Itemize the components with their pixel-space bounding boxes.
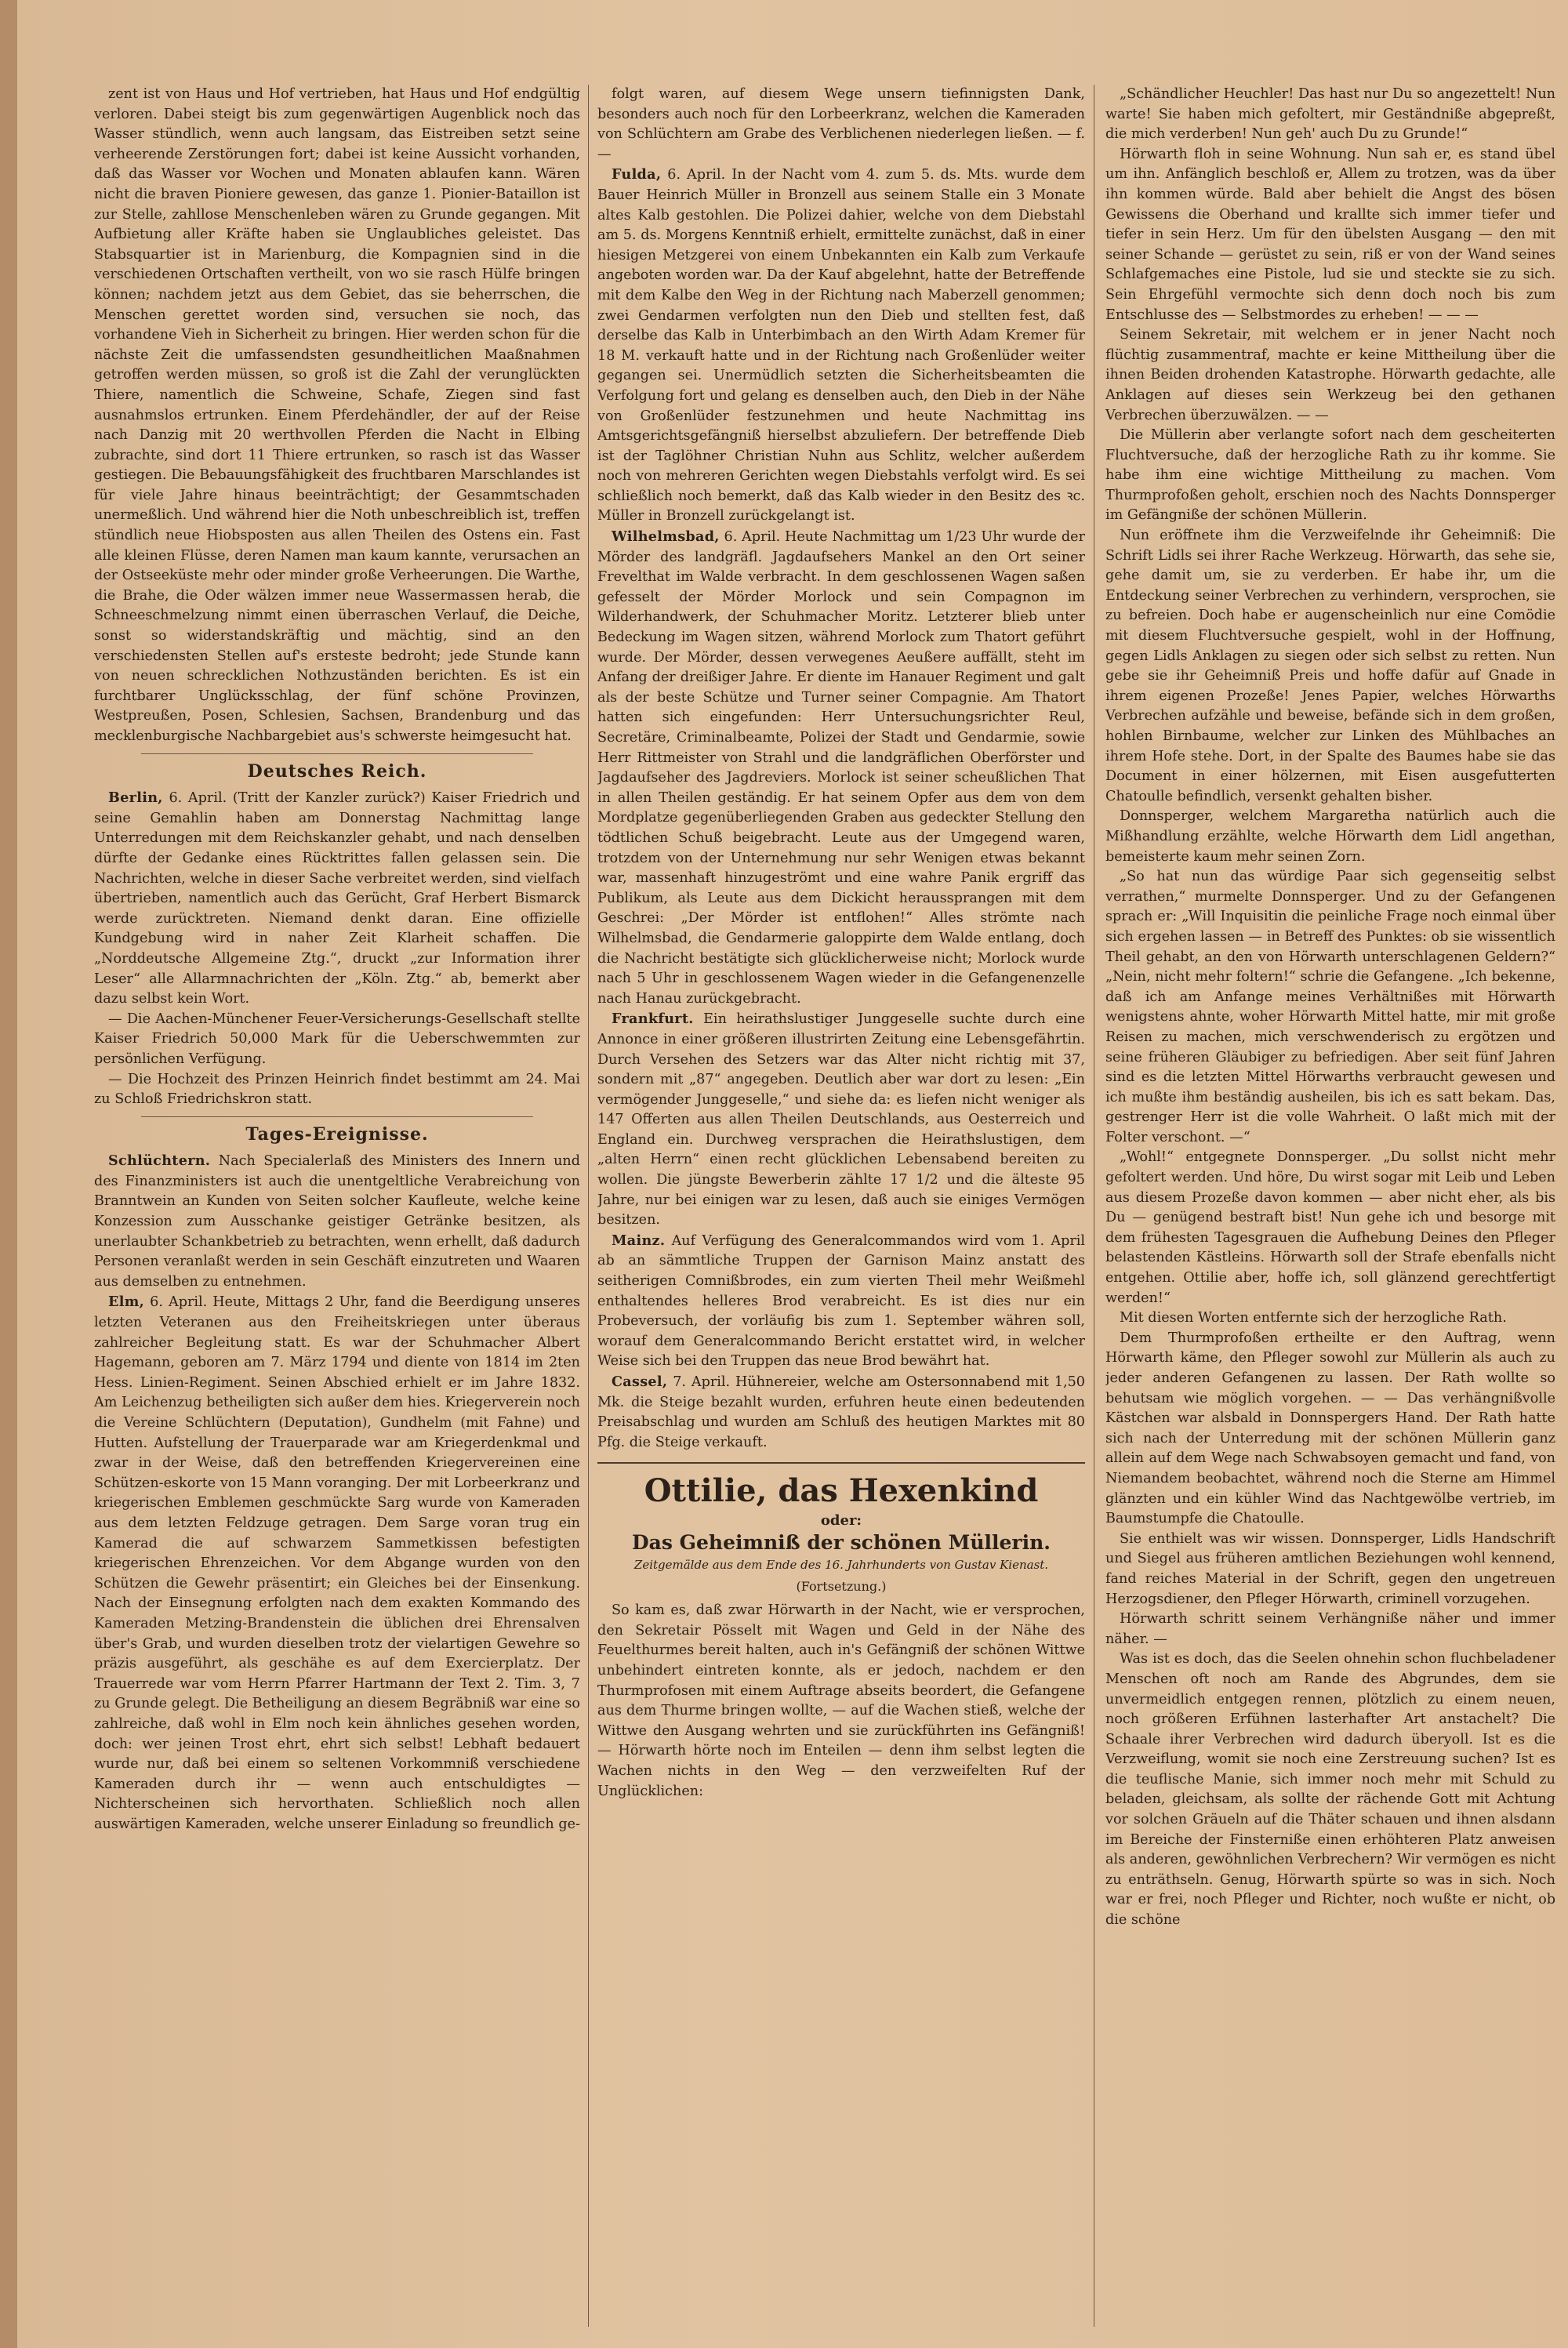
dateline: Elm, — [108, 1294, 145, 1311]
news-text: 6. April. Heute, Mittags 2 Uhr, fand die Beerdigung unseres letzten Veteranen aus den Freiheitskriegen unter überaus zahlreicher Begleitung statt. Es war der Schuhmacher Albert Hagemann, geboren am 7. März 1794 und diente von 1814 im 2ten Hess. Linien-Regiment. Seinen Abschied erhielt er im Jahre 1832. Am Leichenzug betheiligten sich außer dem hies. Kriegerverein noch die Vereine Schlüchtern (Deputation), Gundhelm (mit Fahne) und Hutten. Aufstellung der Trauerparade war am Kriegerdenkmal und zwar in der Weise, daß den betreffenden Kriegervereinen eine Schützen-eskorte von 15 Mann voranging. Der mit Lorbeerkranz und kriegerischen Emblemen geschmückte Sarg wurde von Kameraden aus dem letzten Feldzuge getragen. Dem Sarge voran trug ein Kamerad die auf schwarzem Sammetkissen befestigten kriegerischen Ehrenzeichen. Vor dem Abgange wurden von den Schützen die Gewehr präsentirt; ein Gleiches bei der Einsenkung. Nach der Einsegnung erfolgten nach dem exakten Kommando des Kameraden Metzing-Brandenstein die üblichen drei Ehrensalven über's Grab, und wurden dieselben trotz der vielartigen Gewehre so präzis ausgeführt, als geschähe es auf dem Exercierplatz. Der Trauerrede war vom Herrn Pfarrer Hartmann der Text 2. Tim. 3, 7 zu Grunde gelegt. Die Betheiligung an diesem Begräbniß war eine so zahlreiche, daß wohl in Elm noch kein ähnliches gesehen worden, doch: wer jeinen Trost ehrt, ehrt sich selbst! Lebhaft bedauert wurde nur, daß bei einem so seltenen Vorkommniß verschiedene Kameraden durch ihr — wenn auch entschuldigtes — Nichterscheinen sich hervorthaten. Schließlich noch allen auswärtigen Kameraden, welche unserer Einladung so freundlich ge- — [94, 1294, 580, 1832]
section-heading-reich: Deutsches Reich. — [247, 760, 427, 782]
paragraph: „Wohl!“ entgegnete Donnsperger. „Du sollst nicht mehr gefoltert werden. Und höre, Du wirst sogar mit Leib und Leben aus diesem Prozeße davon kommen — aber nicht eher, als bis Du — genügend bestraft bist! Nun gehe ich und besorge mit dem frühesten Tagesgrauen die Aufhebung Deines den Pfleger belastenden Kästleins. Hörwarth soll der Strafe ebenfalls nicht entgehen. Ottilie aber, hoffe ich, soll glänzend gerechtfertigt werden!“ — [1105, 1149, 1555, 1306]
dateline: Wilhelmsbad, — [612, 528, 720, 546]
dateline: Schlüchtern. — [108, 1152, 211, 1170]
news-text: 6. April. Heute Nachmittag um 1/23 Uhr wurde der Mörder des landgräfl. Jagdaufsehers Mankel an den Ort seiner Frevelthat im Walde verbracht. In dem geschlossenen Wagen saßen gefesselt der Mörder Morlock und sein Compagnon im Wilderhandwerk, der Schuhmacher Moritz. Letzterer blieb unter Bedeckung im Wagen sitzen, während Morlock zum Thatort geführt wurde. Der Mörder, dessen verwegenes Aeußere auffällt, steht im Anfang der dreißiger Jahre. Er diente im Hanauer Regiment und galt als der beste Schütze und Turner seiner Compagnie. Am Thatort hatten sich eingefunden: Herr Untersuchungsrichter Reul, Secretäre, Criminalbeamte, Polizei der Stadt und Gendarmie, sowie Herr Rittmeister von Strahl und die landgräflichen Oberförster und Jagdaufseher des Jagdreviers. Morlock ist seiner scheußlichen That in allen Theilen geständig. Er hat seinem Opfer aus dem von dem Mordplatze gegenüberliegenden Graben aus gedeckter Stellung den tödtlichen Schuß beigebracht. Leute aus der Umgegend waren, trotzdem von der Unternehmung nur sehr Wenigen etwas bekannt war, massenhaft hinzugeströmt und eine wahre Panik ergriff das Publikum, als Leute aus dem Dickicht heraussprangen mit dem Geschrei: „Der Mörder ist entflohen!“ Alles strömte nach Wilhelmsbad, die Gendarmerie galoppirte dem Walde entlang, doch die Nachricht bestätigte sich glücklicherweise nicht; Morlock wurde nach 5 Uhr in geschlossenem Wagen wieder in die Gefangenenzelle nach Hanau zurückgebracht. — [597, 529, 1085, 1007]
news-text: 7. April. Hühnereier, welche am Ostersonnabend mit 1,50 Mk. die Steige bezahlt wurden, erfuhren heute einen bedeutenden Preisabschlag und wurden am Schluß des heutigen Marktes mit 80 Pfg. die Steige verkauft. — [597, 1374, 1085, 1450]
reich-news — [94, 788, 580, 1110]
paragraph: Was ist es doch, das die Seelen ohnehin schon fluchbeladener Menschen oft noch am Rande des Abgrundes, dem sie unvermeidlich entgegen rennen, plötzlich zu einem neuen, noch größeren Erfühnen lasterhafter Art anstachelt? Die Schaale ihrer Verbrechen wird dadurch überyoll. Ist es die Verzweiflung, womit sie noch eine Zerstreuung suchen? Ist es die teuflische Manie, sich immer noch mehr mit Schuld zu beladen, gleichsam, als sollte der rächende Gott mit Achtung vor solchen Gräueln auf die Thäter schauen und ihnen alsdann im Bereiche der Finsterniße einen erhöhteren Platz anweisen als anderen, gewöhnlichen Verbrechern? Wir vermögen es nicht zu enträthseln. Genug, Hörwarth spürte so was in sich. Noch war er frei, noch Pfleger und Richter, noch wußte er nicht, ob die schöne — [1105, 1651, 1555, 1929]
paragraph: Hörwarth schritt seinem Verhängniße näher und immer näher. — — [1105, 1611, 1555, 1647]
news-item — [597, 1372, 1085, 1453]
section-divider — [141, 1116, 533, 1117]
tages-news — [94, 1151, 580, 1834]
news-item — [94, 788, 580, 1010]
news-text: 6. April. (Tritt der Kanzler zurück?) Kaiser Friedrich und seine Gemahlin haben am Donnerstag Nachmittag lange Unterredungen mit dem Reichskanzler gehabt, und nach denselben dürfte der Gedanke eines Rücktrittes fallen gelassen sein. Die Nachrichten, welche in dieser Sache verbreitet werden, sind vielfach übertrieben, namentlich auch das Gerücht, Graf Herbert Bismarck werde zurücktreten. Niemand denkt daran. Eine offizielle Kundgebung wird in naher Zeit Klarheit schaffen. Die „Norddeutsche Allgemeine Ztg.“, druckt „zur Information ihrer Leser“ alle Allarmnachrichten der „Köln. Ztg.“ ab, bemerkt aber dazu selbst kein Wort. — [94, 790, 580, 1007]
newspaper-page — [17, 0, 1568, 2348]
dateline: Frankfurt. — [612, 1011, 694, 1028]
news-item — [94, 1070, 580, 1110]
news-text: — Die Hochzeit des Prinzen Heinrich findet bestimmt am 24. Mai zu Schloß Friedrichskron statt. — [94, 1071, 580, 1108]
news-text: folgt waren, auf diesem Wege unsern tiefinnigsten Dank, besonders auch noch für den Lorbeerkranz, welchen die Kameraden von Schlüchtern am Grabe des Verblichenen niederlegen ließen. — f. — — [597, 86, 1085, 162]
novel-byline: Zeitgemälde aus dem Ende des 16. Jahrhunderts von Gustav Kienast. — [633, 1557, 1049, 1572]
news-item — [597, 1009, 1085, 1231]
news-item — [597, 1231, 1085, 1372]
column-2 — [597, 85, 1085, 2323]
regional-news — [597, 85, 1085, 1453]
paragraph: „Schändlicher Heuchler! Das hast nur Du so angezettelt! Nun warte! Sie haben mich gefoltert, mir Geständniße abgepreßt, die mich verderben! Nun geh' auch Du zu Grunde!“ — [1105, 86, 1555, 143]
news-text: Ein heirathslustiger Junggeselle suchte durch eine Annonce in einer größeren illustrirten Zeitung eine Lebensgefährtin. Durch Versehen des Setzers war das Alter nicht richtig mit 37, sondern mit „87“ angegeben. Deutlich aber war dort zu lesen: „Ein vermögender Junggeselle,“ und siehe da: es liefen nicht weniger als 147 Offerten aus allen Theilen Deutschlands, aus Oesterreich und England ein. Durchweg versprachen die Heirathslustigen, dem „alten Herrn“ einen recht glücklichen Lebensabend bereiten zu wollen. Die jüngste Bewerberin zählte 17 1/2 und die älteste 95 Jahre, nur bei einigen war zu lesen, daß auch sie einiges Vermögen besitzen. — [597, 1011, 1085, 1228]
column-3 — [1105, 85, 1555, 2323]
paragraph: Nun eröffnete ihm die Verzweifelnde ihr Geheimniß: Die Schrift Lidls sei ihrer Rache Werkzeug. Hörwarth, das sehe sie, gehe damit um, sie zu verderben. Er habe ihr, um die Entdeckung seiner Verbrechen zu verhindern, versprochen, sie zu befreien. Doch habe er augenscheinlich nur eine Comödie mit diesem Fluchtversuche gespielt, wohl in der Hoffnung, gegen Lidls Anklagen zu siegen oder sich selbst zu retten. Nun gebe sie ihr Geheimniß Preis und hoffe dafür auf Gnade in ihrem eigenen Prozeße! Jenes Papier, welches Hörwarths Verbrechen aufzähle und beweise, befände sich in dem großen, hohlen Birnbaume, welcher zur Linken des Mühlbaches an ihrem Hofe stehe. Dort, in der Spalte des Baumes habe sie das Document in einer hölzernen, mit Eisen ausgefutterten Chatoulle befindlich, versenkt gehalten bisher. — [1105, 528, 1555, 804]
news-item — [597, 85, 1085, 165]
paragraph: „So hat nun das würdige Paar sich gegenseitig selbst verrathen,“ murmelte Donnsperger. Und zu der Gefangenen sprach er: „Will Inquisitin die peinliche Frage noch einmal über sich ergehen lassen — in Betreff des Punktes: ob sie wissentlich Theil gehabt, an den von Hörwarth unterschlagenen Geldern?“ „Nein, nicht mehr foltern!“ schrie die Gefangene. „Ich bekenne, daß ich am Anfange meines Verhältnißes mit Hörwarth wenigstens ahnte, woher Hörwarth Mittel hatte, mir mit große Reisen zu machen, mich verschwenderisch zu ergötzen und seine früheren Gläubiger zu befriedigen. Aber seit fünf Jahren sind es die letzten Mittel Hörwarths verbraucht gewesen und ich mußte ihm beständig ausheilen, bis ich es satt bekam. Das, gestrenger Herr ist die volle Wahrheit. O laßt mich mit der Folter verschont. —“ — [1105, 869, 1555, 1145]
news-text: Nach Specialerlaß des Ministers des Innern und des Finanzministers ist auch die unentgeltliche Verabreichung von Branntwein an Kunden von Seiten solcher Kaufleute, welche keine Konzession zum Ausschanke geistiger Getränke besitzen, als unerlaubter Schankbetrieb zu betrachten, wenn erhellt, daß dadurch Personen veranlaßt werden in sein Geschäft einzutreten und Waaren aus demselben zu entnehmen. — [94, 1153, 580, 1290]
column-1 — [94, 85, 580, 2323]
paragraph: zent ist von Haus und Hof vertrieben, hat Haus und Hof endgültig verloren. Dabei steigt bis zum gegenwärtigen Augenblick noch das Wasser stündlich, wenn auch langsam, das Eistreiben setzt seine verheerende Zerstörungen fort; dabei ist keine Aussicht vorhanden, daß das Wasser vor Wochen und Monaten ablaufen kann. Wären nicht die braven Pioniere gewesen, das ganze 1. Pionier-Bataillon ist zur Stelle, zahllose Menschenleben wären zu Grunde gegangen. Mit Aufbietung aller Kräfte haben sie Unglaubliches geleistet. Das Stabsquartier ist in Marienburg, die Kompagnien sind in die verschiedenen Ortschaften vertheilt, von wo sie rasch Hülfe bringen können; nachdem jetzt aus dem Gebiet, das sie beherrschen, die Menschen gerettet worden sind, versuchen sie noch, das vorhandene Vieh in Sicherheit zu bringen. Hier werden schon für die nächste Zeit die umfassendsten gesundheitlichen Maaßnahmen getroffen werden müssen, so groß ist die Zahl der verunglückten Thiere, namentlich die Schweine, Schafe, Ziegen sind fast ausnahmslos ertrunken. Einem Pferdehändler, der auf der Reise nach Danzig mit 20 werthvollen Pferden die Nacht in Elbing zubrachte, sind dort 11 Thiere ertrunken, so rasch ist das Wasser gestiegen. Die Bebauungsfähigkeit des fruchtbaren Marschlandes ist für viele Jahre hinaus beeinträchtigt; der Gesammtschaden unermeßlich. Und während hier die Noth unbeschreiblich ist, treffen stündlich neue Hiobsposten aus allen Theilen des Ostens ein. Fast alle kleinen Flüsse, deren Namen man kaum kannte, verursachen an der Ostseeküste mehr oder minder große Verheerungen. Die Warthe, die Brahe, die Oder wälzen immer neue Wassermassen herab, die Schneeschmelzung nimmt einen überraschen Verlauf, die Deiche, sonst so widerstandskräftig und mächtig, sind an den verschiedensten Stellen auf's ersteste bedroht; jede Stunde kann von neuen schrecklichen Nothzuständen berichten. Es ist ein furchtbarer Unglücksschlag, der fünf schöne Provinzen, Westpreußen, Posen, Schlesien, Sachsen, Brandenburg und das mecklenburgische Nachbargebiet aus's schwerste heimgesucht hat. — [94, 86, 580, 744]
novel-oder: oder: — [820, 1512, 862, 1530]
news-item — [94, 1010, 580, 1070]
news-item — [94, 1292, 580, 1834]
section-divider — [141, 753, 533, 754]
news-item — [597, 527, 1085, 1009]
novel-continuation — [1105, 85, 1555, 1931]
novel-title: Ottilie, das Hexenkind — [644, 1472, 1039, 1510]
column-rule — [588, 85, 589, 2327]
feuilleton-rule — [597, 1462, 1085, 1464]
news-text: — Die Aachen-Münchener Feuer-Versicherungs-Gesellschaft stellte Kaiser Friedrich 50,000 Mark für die Ueberschwemmten zur persönlichen Verfügung. — [94, 1011, 580, 1067]
paragraph: Dem Thurmprofoßen ertheilte er den Auftrag, wenn Hörwarth käme, den Pfleger sowohl zur Müllerin als auch zu jeder anderen Gefangenen zu lassen. Der Rath wollte so behutsam wie möglich vorgehen. — — Das verhängnißvolle Kästchen war alsbald in Donnspergers Hand. Der Rath hatte sich nach der Unterredung mit der schönen Müllerin ganz allein auf dem Wege nach Schwabsoyen gemacht und fand, von Niemandem beobachtet, während noch die Sterne am Himmel glänzten und ein kühler Wind das Nachtgewölbe vertrieb, im Baumstumpfe die Chatoulle. — [1105, 1330, 1555, 1527]
paragraph: Sie enthielt was wir wissen. Donnsperger, Lidls Handschrift und Siegel aus früheren amtlichen Beziehungen wohl kennend, fand reiches Material in der Schrift, gegen den ungetreuen Herzogsdiener, den Pfleger Hörwarth, criminell vorzugehen. — [1105, 1530, 1555, 1607]
dateline: Mainz. — [612, 1232, 666, 1249]
novel-text: So kam es, daß zwar Hörwarth in der Nacht, wie er versprochen, den Sekretair Pösselt mit Wagen und Geld in der Nähe des Feuelthurmes bereit halten, auch in's Gefängniß der schönen Wittwe unbehindert eintreten konnte, als er jedoch, nachdem er den Thurmprofosen mit einem Auftrage abseits beordert, die Gefangene aus dem Thurme bringen wollte, — auf die Wachen stieß, welche der Wittwe den Ausgang wehrten und sie zurückführten ins Gefängniß! — Hörwarth hörte noch im Enteilen — denn ihm selbst legten die Wachen nichts in den Weg — den verzweifelten Ruf der Unglücklichen: — [597, 1602, 1085, 1799]
paragraph: Hörwarth floh in seine Wohnung. Nun sah er, es stand übel um ihn. Anfänglich beschloß er, Allem zu trotzen, was da über ihn kommen würde. Bald aber behielt die Angst des bösen Gewissens die Oberhand und krallte sich immer tiefer und tiefer in sein Herz. Um für den übelsten Ausgang — den mit seiner Schande — gerüstet zu sein, riß er von der Wand seines Schlafgemaches eine Pistole, lud sie und steckte sie zu sich. Sein Ehrgefühl vermochte sich denn doch noch bis zum Entschlusse des — Selbstmordes zu erheben! — — — — [1105, 146, 1555, 323]
news-text: Auf Verfügung des Generalcommandos wird vom 1. April ab an sämmtliche Truppen der Garnison Mainz anstatt des seitherigen Comnißbrodes, ein zum vierten Theil mehr Weißmehl enthaltendes helleres Brod verabreicht. Es ist dies nur ein Probeversuch, der vorläufig bis zum 1. September währen soll, worauf dem Generalcommando Bericht erstattet wird, in welcher Weise sich bei den Truppen das neue Brod bewährt hat. — [597, 1232, 1085, 1370]
dateline: Berlin, — [108, 789, 163, 807]
news-item — [597, 165, 1085, 527]
dateline: Fulda, — [612, 166, 662, 183]
paragraph: Mit diesen Worten entfernte sich der herzogliche Rath. — [1120, 1310, 1507, 1326]
section-heading-tages: Tages-Ereignisse. — [245, 1123, 429, 1145]
novel-subtitle: Das Geheimniß der schönen Müllerin. — [632, 1530, 1051, 1554]
flood-report — [94, 85, 580, 747]
dateline: Cassel, — [612, 1374, 668, 1390]
adjacent-page-edge — [0, 0, 17, 2348]
news-item — [94, 1151, 580, 1292]
paragraph: Seinem Sekretair, mit welchem er in jener Nacht noch flüchtig zusammentraf, machte er keine Mittheilung über die ihnen Beiden drohenden Katastrophe. Hörwarth gedachte, alle Anklagen auf dieses sein Werkzeug bei den gethanen Verbrechen überzuwälzen. — — — [1105, 327, 1555, 423]
paragraph: Die Müllerin aber verlangte sofort nach dem gescheiterten Fluchtversuche, daß der herzogliche Rath zu ihr komme. Sie habe ihm eine wichtige Mittheilung zu machen. Vom Thurmprofoßen geholt, erschien noch des Nachts Donnsperger im Gefängniße der schönen Müllerin. — [1105, 427, 1555, 524]
novel-continued: (Fortsetzung.) — [796, 1578, 887, 1594]
paragraph: Donnsperger, welchem Margaretha natürlich auch die Mißhandlung erzählte, welche Hörwarth dem Lidl angethan, bemeisterte kaum mehr seinen Zorn. — [1105, 808, 1555, 865]
news-text: 6. April. In der Nacht vom 4. zum 5. ds. Mts. wurde dem Bauer Heinrich Müller in Bronzell aus seinem Stalle ein 3 Monate altes Kalb gestohlen. Die Polizei dahier, welche von dem Diebstahl am 5. ds. Morgens Kenntniß erhielt, ermittelte zunächst, daß in einer hiesigen Metzgerei von einem Unbekannten ein Kalb zum Verkaufe angeboten worden war. Da der Kauf abgelehnt, hatte der Betreffende mit dem Kalbe den Weg in der Richtung nach Maberzell genommen; zwei Gendarmen verfolgten nun den Dieb und stellten fest, daß derselbe das Kalb in Unterbimbach an den Wirth Adam Kremer für 18 M. verkauft hatte und in der Richtung nach Großenlüder weiter gegangen sei. Unermüdlich setzten die Sicherheitsbeamten die Verfolgung fort und gelang es denselben auch, den Dieb in der Nähe von Großenlüder festzunehmen und heute Nachmittag ins Amtsgerichtsgefängniß hierselbst abzuliefern. Der betreffende Dieb ist der Taglöhner Christian Nuhn aus Schlitz, welcher außerdem noch von mehreren Gerichten wegen Diebstahls verfolgt wird. Es sei schließlich noch bemerkt, daß das Kalb wieder in den Besitz des ꝛc. Müller in Bronzell zurückgelangt ist. — [597, 167, 1085, 524]
